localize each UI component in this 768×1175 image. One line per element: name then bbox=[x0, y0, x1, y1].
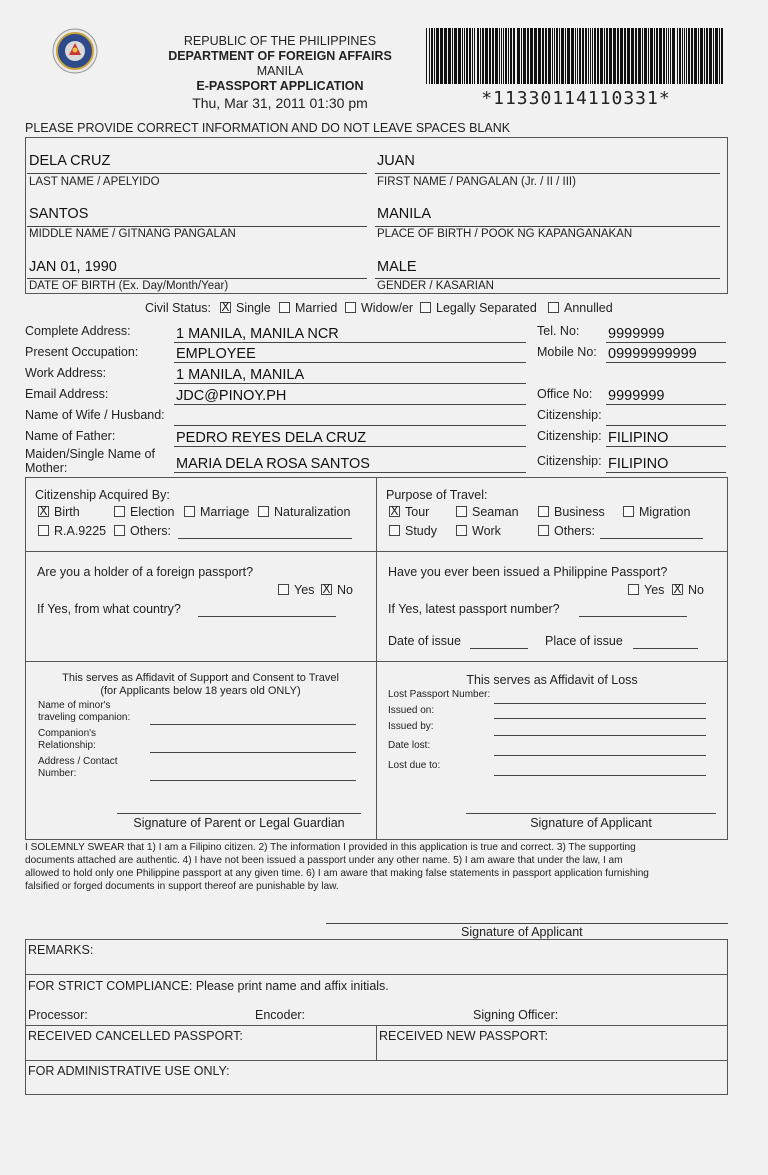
ph-yes-checkbox[interactable] bbox=[628, 584, 639, 595]
barcode-bar bbox=[527, 28, 529, 84]
barcode-bar bbox=[684, 28, 685, 84]
barcode-bar bbox=[517, 28, 520, 84]
ra9225-label: R.A.9225 bbox=[54, 524, 107, 538]
annulled-checkbox[interactable] bbox=[548, 302, 559, 313]
header-republic: REPUBLIC OF THE PHILIPPINES bbox=[183, 34, 377, 48]
tour-label: Tour bbox=[405, 505, 430, 519]
single-checkbox[interactable]: X bbox=[221, 300, 230, 314]
work-label: Work bbox=[472, 524, 501, 538]
barcode-bar bbox=[585, 28, 587, 84]
barcode-bar bbox=[672, 28, 675, 84]
barcode-bar bbox=[440, 28, 443, 84]
barcode-bar bbox=[458, 28, 461, 84]
barcode-bar bbox=[538, 28, 541, 84]
barcode-bar bbox=[452, 28, 453, 84]
barcode-bar bbox=[472, 28, 473, 84]
date-of-issue-label: Date of issue bbox=[388, 634, 461, 648]
barcode-bar bbox=[485, 28, 488, 84]
business-label: Business bbox=[554, 505, 605, 519]
barcode-bar bbox=[561, 28, 564, 84]
ph-passport-question: Have you ever been issued a Philippine Passport? bbox=[388, 565, 668, 579]
barcode-bar bbox=[617, 28, 619, 84]
barcode-bar bbox=[659, 28, 662, 84]
seal-graphic bbox=[52, 28, 98, 74]
lost-number-label: Lost Passport Number: bbox=[388, 689, 491, 700]
middle-name-value: SANTOS bbox=[29, 206, 89, 222]
signing-officer-label: Signing Officer: bbox=[473, 1008, 559, 1022]
barcode-bar bbox=[474, 28, 475, 84]
barcode-bar bbox=[495, 28, 498, 84]
foreign-yes-label: Yes bbox=[294, 583, 315, 597]
oath-line-1: I SOLEMNLY SWEAR that 1) I am a Filipino citizen. 2) The information I provided in this application is true and correct. 3) The supporting bbox=[25, 842, 636, 853]
barcode-bar bbox=[548, 28, 551, 84]
barcode-bar bbox=[499, 28, 500, 84]
place-of-birth-label: PLACE OF BIRTH / POOK NG KAPANGANAKAN bbox=[377, 228, 633, 240]
foreign-no-checkbox[interactable]: X bbox=[322, 582, 331, 596]
instruction-text: PLEASE PROVIDE CORRECT INFORMATION AND DO NOT LEAVE SPACES BLANK bbox=[25, 121, 511, 135]
citizenship-others-label: Others: bbox=[130, 524, 171, 538]
married-checkbox[interactable] bbox=[279, 302, 290, 313]
barcode-bar bbox=[594, 28, 596, 84]
marriage-label: Marriage bbox=[200, 505, 250, 519]
ph-yes-label: Yes bbox=[644, 583, 665, 597]
issued-on-label: Issued on: bbox=[388, 705, 435, 716]
purpose-others-checkbox[interactable] bbox=[538, 525, 549, 536]
lost-due-label: Lost due to: bbox=[388, 760, 441, 771]
mother-citizenship-value: FILIPINO bbox=[608, 456, 669, 472]
foreign-no-label: No bbox=[337, 583, 353, 597]
barcode-bar bbox=[436, 28, 439, 84]
oath-signature-label: Signature of Applicant bbox=[461, 925, 583, 939]
barcode-bar bbox=[609, 28, 612, 84]
barcode bbox=[424, 28, 728, 84]
citizenship-others-checkbox[interactable] bbox=[114, 525, 125, 536]
barcode-bar bbox=[679, 28, 681, 84]
business-checkbox[interactable] bbox=[538, 506, 549, 517]
purpose-others-label: Others: bbox=[554, 524, 595, 538]
barcode-bar bbox=[575, 28, 576, 84]
last-name-value: DELA CRUZ bbox=[29, 153, 111, 169]
birth-checkbox[interactable]: X bbox=[39, 504, 48, 518]
foreign-yes-checkbox[interactable] bbox=[278, 584, 289, 595]
first-name-value: JUAN bbox=[377, 153, 415, 169]
barcode-bar bbox=[688, 28, 690, 84]
barcode-bar bbox=[510, 28, 512, 84]
barcode-bar bbox=[462, 28, 463, 84]
widow-label: Widow/er bbox=[361, 301, 414, 315]
barcode-bar bbox=[670, 28, 671, 84]
email-label: Email Address: bbox=[25, 387, 109, 401]
barcode-bar bbox=[654, 28, 655, 84]
barcode-bar bbox=[559, 28, 560, 84]
mother-label-1: Maiden/Single Name of bbox=[25, 447, 155, 461]
study-checkbox[interactable] bbox=[389, 525, 400, 536]
barcode-bar bbox=[426, 28, 427, 84]
oath-line-4: falsified or forged documents in support thereof are punishable by law. bbox=[25, 881, 339, 892]
foreign-passport-question: Are you a holder of a foreign passport? bbox=[37, 565, 254, 579]
place-of-issue-label: Place of issue bbox=[545, 634, 623, 648]
barcode-bar bbox=[523, 28, 526, 84]
ra9225-checkbox[interactable] bbox=[38, 525, 49, 536]
seaman-label: Seaman bbox=[472, 505, 519, 519]
barcode-bar bbox=[691, 28, 693, 84]
barcode-bar bbox=[501, 28, 502, 84]
barcode-bar bbox=[513, 28, 515, 84]
barcode-bar bbox=[534, 28, 537, 84]
study-label: Study bbox=[405, 524, 437, 538]
work-address-label: Work Address: bbox=[25, 366, 107, 380]
barcode-bar bbox=[454, 28, 457, 84]
cancelled-passport-label: RECEIVED CANCELLED PASSPORT: bbox=[28, 1029, 243, 1043]
barcode-bar bbox=[521, 28, 522, 84]
barcode-bar bbox=[648, 28, 649, 84]
date-lost-label: Date lost: bbox=[388, 740, 431, 751]
barcode-bar bbox=[505, 28, 507, 84]
barcode-bar bbox=[604, 28, 605, 84]
barcode-number: *11330114110331* bbox=[481, 88, 671, 109]
dfa-seal bbox=[52, 28, 98, 74]
barcode-bar bbox=[466, 28, 468, 84]
barcode-bar bbox=[600, 28, 603, 84]
middle-name-label: MIDDLE NAME / GITNANG PANGALAN bbox=[29, 228, 236, 240]
naturalization-label: Naturalization bbox=[274, 505, 351, 519]
barcode-bar bbox=[582, 28, 584, 84]
barcode-bar bbox=[552, 28, 553, 84]
minor-label-1: Name of minor's bbox=[38, 700, 111, 711]
new-passport-label: RECEIVED NEW PASSPORT: bbox=[379, 1029, 549, 1043]
encoder-label: Encoder: bbox=[255, 1008, 306, 1022]
barcode-bar bbox=[715, 28, 718, 84]
barcode-bar bbox=[709, 28, 712, 84]
father-label: Name of Father: bbox=[25, 429, 116, 443]
email-value: JDC@PINOY.PH bbox=[176, 388, 287, 404]
header-manila: MANILA bbox=[256, 64, 304, 78]
barcode-bar bbox=[597, 28, 599, 84]
barcode-bar bbox=[719, 28, 720, 84]
father-value: PEDRO REYES DELA CRUZ bbox=[176, 430, 367, 446]
separated-label: Legally Separated bbox=[436, 301, 537, 315]
migration-label: Migration bbox=[639, 505, 691, 519]
migration-checkbox[interactable] bbox=[623, 506, 634, 517]
latest-passport-label: If Yes, latest passport number? bbox=[388, 602, 560, 616]
office-no-label: Office No: bbox=[537, 387, 593, 401]
affidavit-support-subtitle: (for Applicants below 18 years old ONLY) bbox=[100, 685, 301, 697]
barcode-bar bbox=[567, 28, 570, 84]
barcode-graphic bbox=[424, 28, 728, 84]
header-department: DEPARTMENT OF FOREIGN AFFAIRS bbox=[168, 49, 392, 63]
barcode-bar bbox=[642, 28, 643, 84]
barcode-bar bbox=[677, 28, 678, 84]
address-label: Complete Address: bbox=[25, 324, 131, 338]
foreign-country-label: If Yes, from what country? bbox=[37, 602, 181, 616]
barcode-bar bbox=[492, 28, 494, 84]
remarks-label: REMARKS: bbox=[28, 943, 94, 957]
barcode-bar bbox=[429, 28, 430, 84]
election-checkbox[interactable] bbox=[114, 506, 125, 517]
barcode-bar bbox=[620, 28, 623, 84]
barcode-bar bbox=[682, 28, 683, 84]
barcode-bar bbox=[588, 28, 589, 84]
birth-label: Birth bbox=[54, 505, 80, 519]
occupation-value: EMPLOYEE bbox=[176, 346, 256, 362]
companion-label-1: Companion's bbox=[38, 728, 97, 739]
tel-value: 9999999 bbox=[608, 326, 665, 342]
barcode-bar bbox=[686, 28, 687, 84]
barcode-bar bbox=[631, 28, 634, 84]
contact-label-1: Address / Contact bbox=[38, 756, 118, 767]
barcode-bar bbox=[650, 28, 653, 84]
barcode-bar bbox=[464, 28, 465, 84]
barcode-bar bbox=[434, 28, 435, 84]
barcode-bar bbox=[503, 28, 504, 84]
barcode-bar bbox=[477, 28, 479, 84]
barcode-bar bbox=[700, 28, 703, 84]
barcode-bar bbox=[530, 28, 533, 84]
barcode-bar bbox=[590, 28, 591, 84]
gender-label: GENDER / KASARIAN bbox=[377, 280, 494, 292]
companion-label-2: Relationship: bbox=[38, 740, 96, 751]
dob-label: DATE OF BIRTH (Ex. Day/Month/Year) bbox=[29, 280, 229, 292]
ph-no-checkbox[interactable]: X bbox=[673, 582, 682, 596]
single-label: Single bbox=[236, 301, 271, 315]
civil-status-label: Civil Status: bbox=[145, 301, 211, 315]
widow-checkbox[interactable] bbox=[345, 302, 356, 313]
oath-line-3: allowed to hold only one Philippine passport at any given time. 6) I am aware that making false statements in passport application furnishing bbox=[25, 868, 649, 879]
barcode-bar bbox=[635, 28, 637, 84]
purpose-title: Purpose of Travel: bbox=[386, 488, 488, 502]
barcode-bar bbox=[489, 28, 491, 84]
spouse-citizenship-label: Citizenship: bbox=[537, 408, 602, 422]
barcode-bar bbox=[606, 28, 608, 84]
barcode-bar bbox=[577, 28, 578, 84]
barcode-bar bbox=[713, 28, 714, 84]
affidavit-support-title: This serves as Affidavit of Support and Consent to Travel bbox=[62, 672, 339, 684]
barcode-bar bbox=[592, 28, 593, 84]
minor-label-2: traveling companion: bbox=[38, 712, 131, 723]
marriage-checkbox[interactable] bbox=[184, 506, 195, 517]
separated-checkbox[interactable] bbox=[420, 302, 431, 313]
barcode-bar bbox=[656, 28, 658, 84]
place-of-birth-value: MANILA bbox=[377, 206, 431, 222]
barcode-bar bbox=[627, 28, 630, 84]
first-name-label: FIRST NAME / PANGALAN (Jr. / II / III) bbox=[377, 176, 576, 188]
barcode-bar bbox=[482, 28, 484, 84]
last-name-label: LAST NAME / APELYIDO bbox=[29, 176, 160, 188]
citizenship-acquired-title: Citizenship Acquired By: bbox=[35, 488, 170, 502]
barcode-bar bbox=[666, 28, 667, 84]
tel-label: Tel. No: bbox=[537, 324, 580, 338]
barcode-bar bbox=[542, 28, 544, 84]
barcode-bar bbox=[556, 28, 558, 84]
spouse-label: Name of Wife / Husband: bbox=[25, 408, 165, 422]
barcode-bar bbox=[431, 28, 433, 84]
address-value: 1 MANILA, MANILA NCR bbox=[176, 326, 339, 342]
barcode-bar bbox=[613, 28, 616, 84]
barcode-bar bbox=[545, 28, 547, 84]
gender-value: MALE bbox=[377, 259, 417, 275]
applicant-signature-loss-label: Signature of Applicant bbox=[530, 816, 652, 830]
barcode-bar bbox=[638, 28, 641, 84]
mother-value: MARIA DELA ROSA SANTOS bbox=[176, 456, 370, 472]
barcode-bar bbox=[444, 28, 447, 84]
admin-use-label: FOR ADMINISTRATIVE USE ONLY: bbox=[28, 1064, 230, 1078]
married-label: Married bbox=[295, 301, 338, 315]
header-datetime: Thu, Mar 31, 2011 01:30 pm bbox=[192, 95, 368, 111]
mobile-label: Mobile No: bbox=[537, 345, 597, 359]
mother-label-2: Mother: bbox=[25, 461, 68, 475]
barcode-bar bbox=[565, 28, 566, 84]
annulled-label: Annulled bbox=[564, 301, 613, 315]
father-citizenship-label: Citizenship: bbox=[537, 429, 602, 443]
barcode-bar bbox=[644, 28, 647, 84]
seaman-checkbox[interactable] bbox=[456, 506, 467, 517]
barcode-bar bbox=[448, 28, 451, 84]
barcode-bar bbox=[663, 28, 665, 84]
work-checkbox[interactable] bbox=[456, 525, 467, 536]
barcode-bar bbox=[571, 28, 574, 84]
barcode-bar bbox=[469, 28, 471, 84]
barcode-bar bbox=[704, 28, 705, 84]
office-no-value: 9999999 bbox=[608, 388, 665, 404]
processor-label: Processor: bbox=[28, 1008, 88, 1022]
election-label: Election bbox=[130, 505, 175, 519]
barcode-bar bbox=[579, 28, 581, 84]
barcode-bar bbox=[721, 28, 723, 84]
dob-value: JAN 01, 1990 bbox=[29, 259, 117, 275]
barcode-bar bbox=[624, 28, 626, 84]
header-form-title: E-PASSPORT APPLICATION bbox=[196, 79, 364, 93]
oath-line-2: documents attached are authentic. 4) I have not been issued a passport under any other name. 5) I am aware that under the law, I am bbox=[25, 855, 623, 866]
ph-no-label: No bbox=[688, 583, 704, 597]
barcode-bar bbox=[508, 28, 509, 84]
compliance-label: FOR STRICT COMPLIANCE: Please print name and affix initials. bbox=[28, 979, 389, 993]
issued-by-label: Issued by: bbox=[388, 721, 434, 732]
tour-checkbox[interactable]: X bbox=[390, 504, 399, 518]
occupation-label: Present Occupation: bbox=[25, 345, 139, 359]
barcode-bar bbox=[694, 28, 697, 84]
work-address-value: 1 MANILA, MANILA bbox=[176, 367, 305, 383]
barcode-bar bbox=[706, 28, 708, 84]
guardian-signature-label: Signature of Parent or Legal Guardian bbox=[133, 816, 345, 830]
affidavit-loss-title: This serves as Affidavit of Loss bbox=[466, 673, 638, 687]
mobile-value: 09999999999 bbox=[608, 346, 697, 362]
contact-label-2: Number: bbox=[38, 768, 77, 779]
barcode-bar bbox=[698, 28, 699, 84]
barcode-bar bbox=[668, 28, 669, 84]
barcode-bar bbox=[554, 28, 555, 84]
father-citizenship-value: FILIPINO bbox=[608, 430, 669, 446]
barcode-bar bbox=[480, 28, 481, 84]
naturalization-checkbox[interactable] bbox=[258, 506, 269, 517]
mother-citizenship-label: Citizenship: bbox=[537, 454, 602, 468]
